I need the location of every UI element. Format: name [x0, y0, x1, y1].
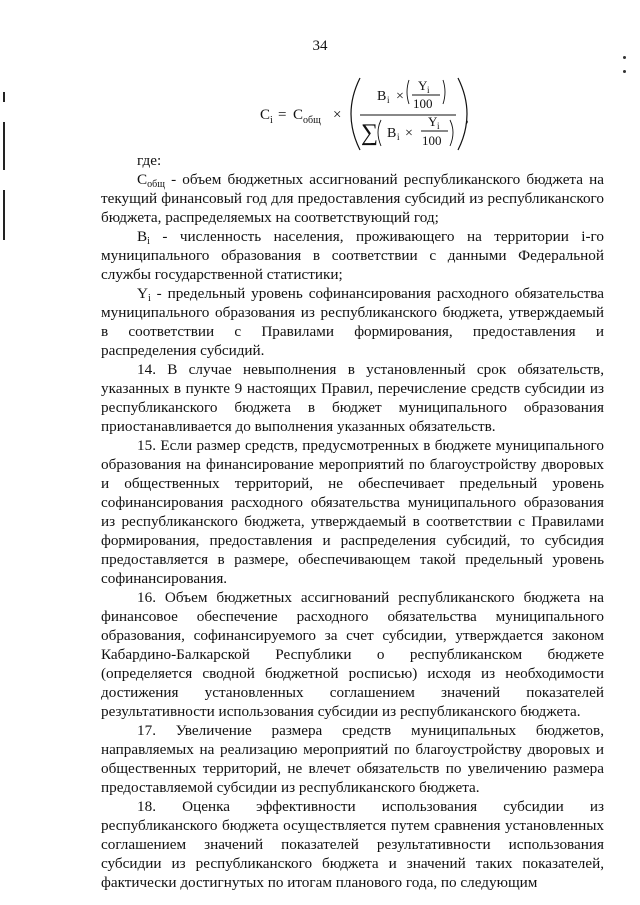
definitions-block [101, 151, 604, 892]
paragraph-15: 15. Если размер средств, предусмотренных в бюджете муниципального образования на финансирование мероприятий по благоустройству дворовых и общественных территорий, не обеспечивает предельный уровень софинансирования расходного обязательства муниципального образования из республиканского бюджета, утверждаемый в соответствии с Правилами формирования, предоставления и распределения субсидий, то субсидия предоставляется в размере, обеспечивающем такой предельный уровень софинансирования. [101, 437, 604, 587]
den-times: × [405, 126, 413, 141]
big-paren-left [351, 78, 360, 150]
num-paren-right [443, 80, 445, 104]
def-text: - предельный уровень софинансирования расходного обязательства муниципального образования из республиканского бюджета, утверждаемый в соответствии с Правилами формирования, предоставления и распределения субсидий. [101, 285, 604, 359]
den-b-sub: i [397, 132, 400, 142]
def-sub: i [147, 236, 150, 247]
def-var: B [137, 228, 148, 245]
scan-margin-mark [3, 190, 5, 240]
num-times: × [396, 89, 404, 104]
num-paren-left [407, 80, 409, 104]
page-number: 34 [312, 38, 328, 54]
formula-times: × [333, 107, 342, 123]
den-y-sub: i [437, 121, 440, 131]
den-y-var: Y [428, 114, 438, 129]
definition-population [101, 227, 604, 284]
where-label: где: [137, 152, 162, 169]
def-var: Y [137, 285, 148, 302]
definition-cofinancing [101, 284, 604, 360]
scan-edge-dot [623, 56, 626, 59]
def-sub: i [147, 293, 151, 304]
definition-total [101, 170, 604, 227]
allocation-formula [0, 70, 640, 160]
formula-lhs-sub: i [270, 115, 273, 126]
den-b-var: B [387, 126, 397, 141]
formula-total-var: C [293, 107, 304, 123]
formula-lhs-var: C [260, 107, 271, 123]
formula-trailing-comma: , [465, 110, 469, 126]
formula-equals: = [278, 107, 287, 123]
def-text: - численность населения, проживающего на территории i-го муниципального образования в соответствии с данными Федеральной службы государственной статистики; [101, 228, 604, 283]
num-hundred: 100 [413, 96, 433, 111]
den-paren-left [378, 120, 381, 146]
def-sub: общ [147, 179, 165, 190]
def-text: - объем бюджетных ассигнований республиканского бюджета на текущий финансовый год для предоставления субсидий из республиканского бюджета, распределяемых на соответствующий год; [101, 171, 604, 226]
def-var: C [137, 171, 148, 188]
paragraph-14: 14. В случае невыполнения в установленный срок обязательств, указанных в пункте 9 настоящих Правил, перечисление средств субсидии из республиканского бюджета в бюджет муниципального образования приостанавливается до выполнения указанных обязательств. [101, 361, 604, 435]
den-hundred: 100 [422, 133, 442, 148]
formula-total-sub: общ [303, 115, 321, 126]
paragraph-18: 18. Оценка эффективности использования субсидии из республиканского бюджета осуществляется путем сравнения установленных соглашением значений показателей результативности использования субсидии из республиканского бюджета и значений таких показателей, фактически достигнутых по итогам планового года, по следующим [101, 798, 604, 891]
num-y-var: Y [418, 78, 428, 93]
den-sum: ∑ [361, 120, 379, 146]
den-paren-right [450, 120, 453, 146]
num-b-sub: i [387, 95, 390, 105]
paragraph-16: 16. Объем бюджетных ассигнований республиканского бюджета на финансовое обеспечение расходного обязательства муниципального образования, софинансируемого за счет субсидии, утверждается законом Кабардино-Балкарской Республики о республиканском бюджете (определяется сводной бюджетной росписью) исходя из необходимости достижения установленных соглашением значений показателей результативности использования субсидии из республиканского бюджета. [101, 589, 604, 720]
paragraph-17: 17. Увеличение размера средств муниципальных бюджетов, направляемых на реализацию мероприятий по благоустройству дворовых и общественных территорий, не влечет обязательств по увеличению размера предоставляемой субсидии из республиканского бюджета. [101, 722, 604, 796]
num-b-var: B [377, 89, 387, 104]
num-y-sub: i [427, 85, 430, 95]
